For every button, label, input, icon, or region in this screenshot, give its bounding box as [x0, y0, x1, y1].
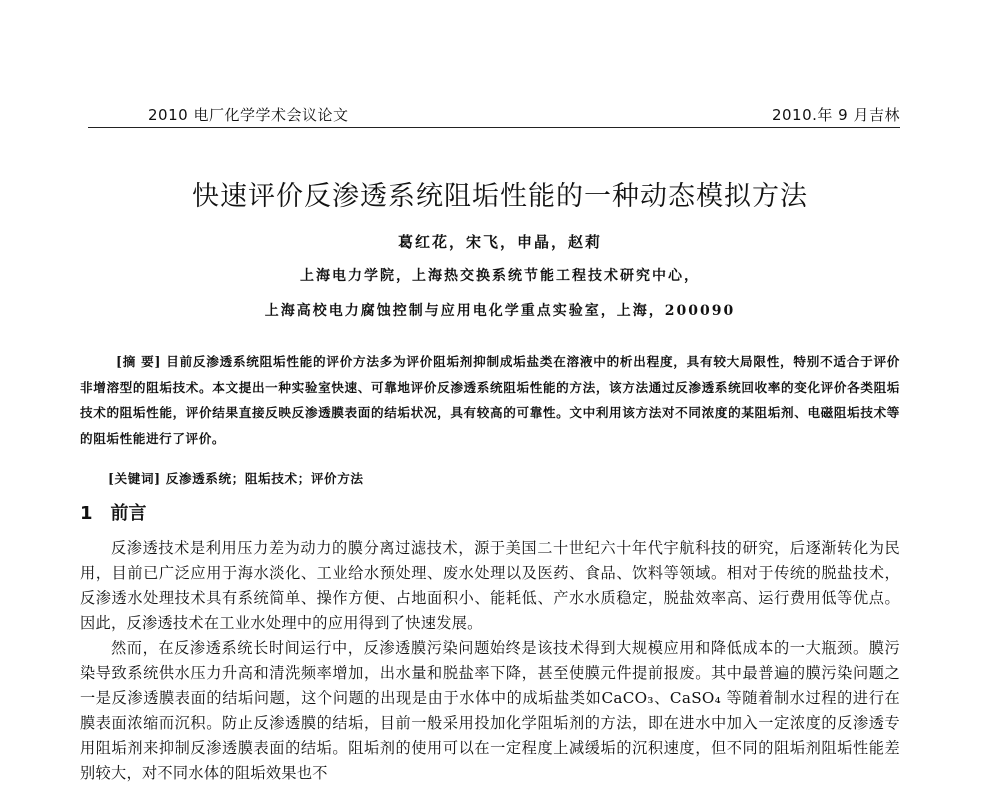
keywords-text: 反渗透系统；阻垢技术；评价方法 — [165, 471, 364, 486]
author-list: 葛红花，宋飞，申晶，赵莉 — [397, 233, 602, 251]
section-number: 1 — [80, 503, 93, 524]
paper-title: 快速评价反渗透系统阻垢性能的一种动态模拟方法 — [192, 181, 808, 212]
header-divider — [88, 127, 900, 128]
body-text — [80, 536, 900, 786]
body-paragraph: 反渗透技术是利用压力差为动力的膜分离过滤技术，源于美国二十世纪六十年代宇航科技的研究，后逐渐转化为民用，目前已广泛应用于海水淡化、工业给水预处理、废水处理以及医药、食品、饮料等领域。相对于传统的脱盐技术，反渗透水处理技术具有系统简单、操作方便、占地面积小、能耗低、产水水质稳定，脱盐效率高、运行费用低等优点。因此，反渗透技术在工业水处理中的应用得到了快速发展。 — [80, 539, 900, 632]
abstract — [80, 349, 900, 451]
section-heading — [80, 499, 165, 525]
running-header-right: 2010.年 9 月吉林 — [771, 106, 900, 124]
body-paragraph: 然而，在反渗透系统长时间运行中，反渗透膜污染问题始终是该技术得到大规模应用和降低成本的一大瓶颈。膜污染导致系统供水压力升高和清洗频率增加，出水量和脱盐率下降，甚至使膜元件提前报废。其中最普遍的膜污染问题之一是反渗透膜表面的结垢问题，这个问题的出现是由于水体中的成垢盐类如CaCO₃、CaSO₄ 等随着制水过程的进行在膜表面浓缩而沉积。防止反渗透膜的结垢，目前一般采用投加化学阻垢剂的方法，即在进水中加入一定浓度的反渗透专用阻垢剂来抑制反渗透膜表面的结垢。阻垢剂的使用可以在一定程度上减缓垢的沉积速度，但不同的阻垢剂阻垢性能差别较大，对不同水体的阻垢效果也不 — [80, 639, 900, 782]
abstract-text: 目前反渗透系统阻垢性能的评价方法多为评价阻垢剂抑制成垢盐类在溶液中的析出程度，具有较大局限性，特别不适合于评价非增溶型的阻垢技术。本文提出一种实验室快速、可靠地评价反渗透系统阻垢性能的方法，该方法通过反渗透系统回收率的变化评价各类阻垢技术的阻垢性能，评价结果直接反映反渗透膜表面的结垢状况，具有较高的可靠性。文中利用该方法对不同浓度的某阻垢剂、电磁阻垢技术等的阻垢性能进行了评价。 — [80, 354, 900, 446]
affiliation-line-1: 上海电力学院，上海热交换系统节能工程技术研究中心， — [300, 268, 700, 284]
affiliation-line-2: 上海高校电力腐蚀控制与应用电化学重点实验室，上海，200090 — [264, 303, 736, 319]
running-header-left: 2010 电厂化学学术会议论文 — [148, 106, 349, 124]
keywords-label: [关键词] — [108, 471, 161, 486]
keywords — [108, 468, 898, 487]
abstract-label: [摘 要] — [116, 354, 162, 369]
running-header — [148, 104, 900, 125]
section-title: 前言 — [110, 503, 147, 524]
